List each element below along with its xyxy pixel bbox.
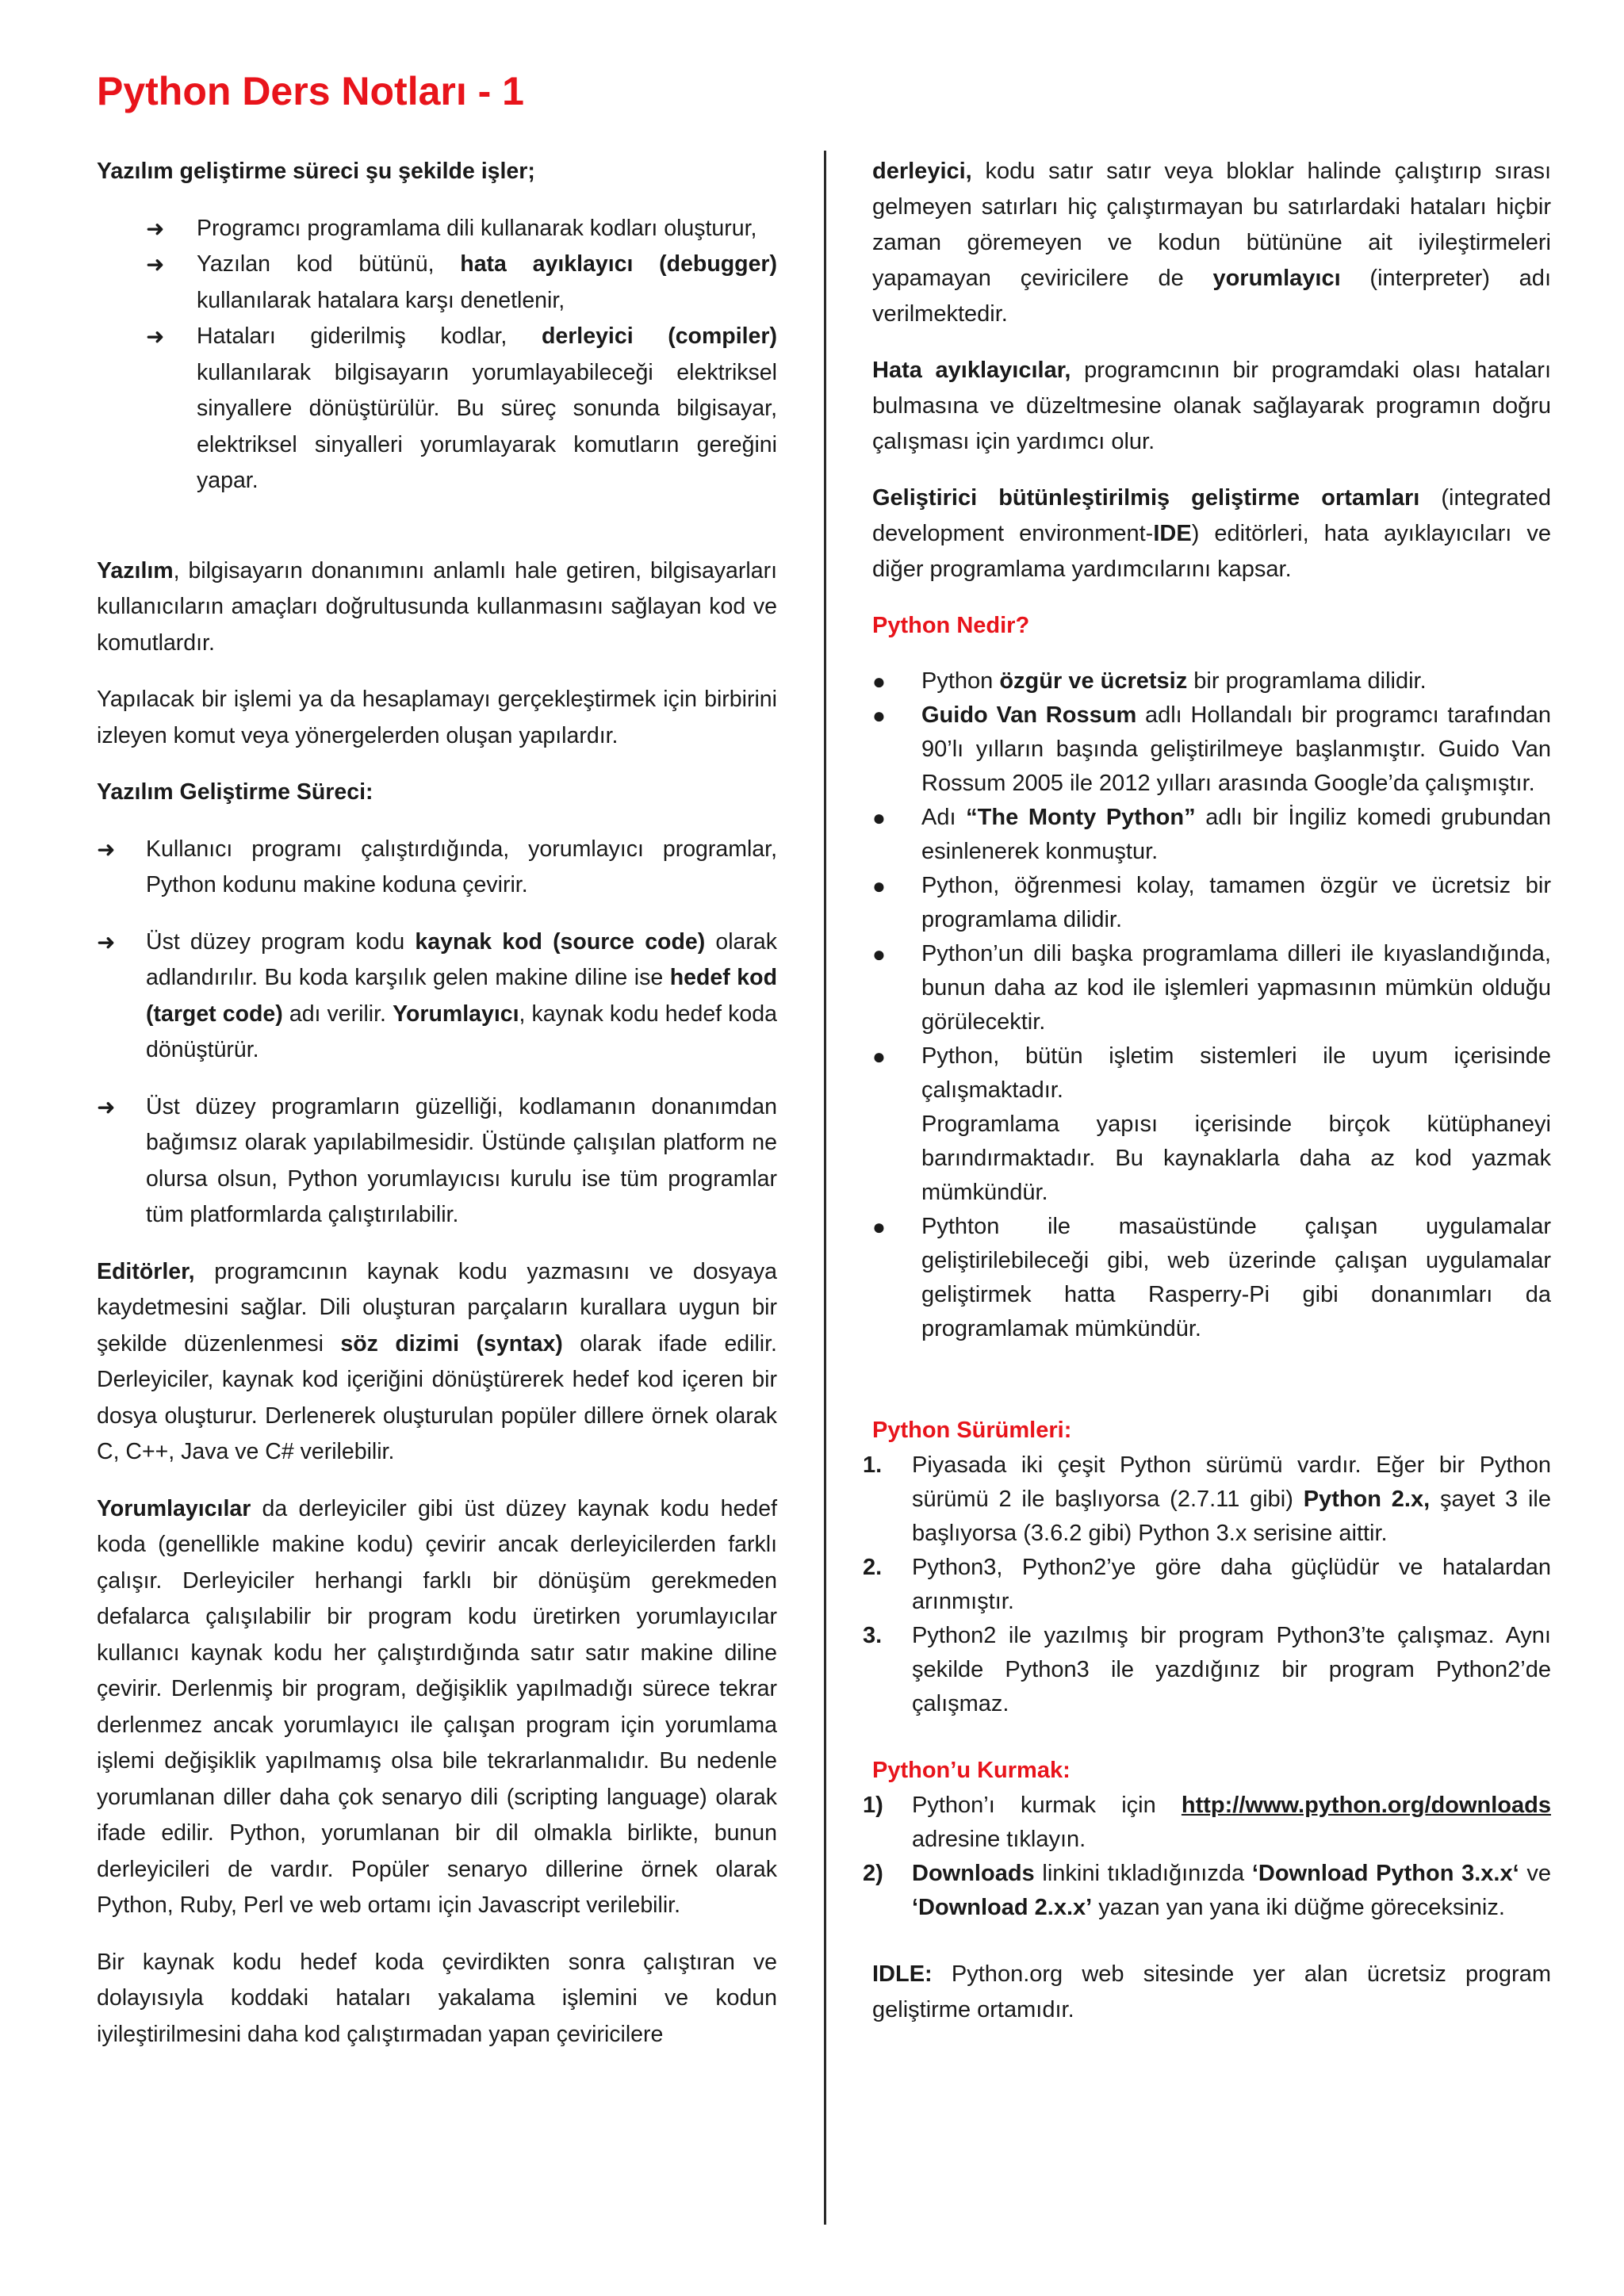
bold-text: IDE xyxy=(1153,521,1192,546)
text-run: , bilgisayarın donanımını anlamlı hale getiren, bilgisayarları kullanıcıların amaçları doğrultusunda kullanmasını sağlayan kod ve komutlardır. xyxy=(97,557,777,656)
bold-text: IDLE: xyxy=(872,1961,933,1987)
arrow-bullet-icon: ➜ xyxy=(97,929,116,955)
text-run: Yazılan kod bütünü, xyxy=(197,251,461,277)
text-run: Python’un dili başka programlama dilleri ile kıyaslandığında, bunun daha az kod ile işlemleri yapmasının mümkün olduğu görülecektir. xyxy=(921,941,1551,1035)
idle-paragraph xyxy=(872,1957,1551,2028)
dot-bullet-icon: ● xyxy=(872,703,886,728)
list-item xyxy=(863,1619,1551,1721)
bold-text: ‘Download 2.x.x’ xyxy=(912,1895,1093,1920)
text-run: Pythton ile masaüstünde çalışan uygulamalar geliştirilebileceği gibi, web üzerinde çalışan uygulamalar geliştirmek hatta Rasperry-Pi gibi donanımları da programlamak mümkündür. xyxy=(921,1214,1551,1341)
list-item-extra: Programlama yapısı içerisinde birçok kütüphaneyi barındırmaktadır. Bu kaynaklarla daha az kod yazmak mümkündür. xyxy=(921,1112,1551,1205)
python-nedir-list xyxy=(872,664,1551,1346)
text-run: ve xyxy=(1519,1861,1552,1886)
list-item xyxy=(97,1089,777,1234)
yazilim-definition xyxy=(97,553,777,662)
list-item xyxy=(872,698,1551,801)
kaynak-kodu-paragraph: Bir kaynak kodu hedef koda çevirdikten sonra çalıştıran ve dolayısıyla koddaki hataları yakalama işlemini ve kodun iyileştirilmesini daha kod çalıştırmadan yapan çeviricilere xyxy=(97,1949,777,2047)
text-run: da derleyiciler gibi üst düzey kaynak kodu hedef koda (genellikle makine kodu) çevirir ancak derleyicilerden farklı çalışır. Derleyiciler herhangi farklı bir dönüşüm gerekmeden defalarca çalışılabilir bir program kodu üretirken yorumlayıcılar kullanıcı kaynak kodu her çalıştırdığında satır satır makine diline çevirir. Derlenmiş bir program, değişiklik yapılmadığı sürece tekrar derlenmez ancak yorumlayıcı ile çalışan program için yorumlama işlemi değişiklik yapılmamış olsa bile tekrarlanmalıdır. Bu nedenle yorumlanan diller daha çok senaryo dili (scripting language) olarak ifade edilir. Python, yorumlanan bir dil olmakla birlikte, bunun derleyicileri de vardır. Popüler senaryo dillerine örnek olarak Python, Ruby, Perl ve web ortamı için Javascript verilebilir. xyxy=(97,1495,777,1918)
list-item xyxy=(97,247,777,319)
derleyici-paragraph xyxy=(872,154,1551,332)
download-link[interactable]: http://www.python.org/downloads xyxy=(1181,1793,1551,1818)
list-item-text xyxy=(921,1214,1551,1341)
list-item xyxy=(97,211,777,247)
list-number: 1) xyxy=(863,1793,883,1818)
list-item-text xyxy=(921,1043,1551,1103)
text-run: adresine tıklayın. xyxy=(912,1827,1086,1852)
text-run: programcının kaynak kodu yazmasını ve dosyaya kaydetmesini sağlar. Dili oluşturan parçaların kurallara uygun bir şekilde düzenlenmesi xyxy=(97,1258,777,1357)
list-item xyxy=(97,832,777,904)
list-item xyxy=(863,1857,1552,1925)
list-item xyxy=(97,924,777,1069)
list-item-text xyxy=(146,836,777,898)
list-item xyxy=(872,869,1551,937)
list-item-text xyxy=(912,1793,1551,1852)
editorler-paragraph xyxy=(97,1254,777,1471)
text-run: Piyasada iki çeşit Python sürümü vardır. Eğer bir Python sürümü 2 ile başlıyorsa (2.7.11 gibi) xyxy=(912,1452,1551,1512)
kurmak-heading: Python’u Kurmak: xyxy=(872,1758,1071,1783)
list-item-text xyxy=(921,668,1427,694)
list-item xyxy=(872,801,1551,869)
page-title: Python Ders Notları - 1 xyxy=(97,69,524,113)
dot-bullet-icon: ● xyxy=(872,806,886,830)
list-item xyxy=(863,1789,1551,1857)
bold-text: Downloads xyxy=(912,1861,1035,1886)
bold-text: Hata ayıklayıcılar, xyxy=(872,358,1071,383)
text-run: Python.org web sitesinde yer alan ücretsiz program geliştirme ortamıdır. xyxy=(872,1961,1551,2022)
text-run: Python2 ile yazılmış bir program Python3’te çalışmaz. Aynı şekilde Python3 ile yazdığınız bir program Python2’de çalışmaz. xyxy=(912,1623,1551,1716)
text-run: , kaynak kodu hedef koda dönüştürür. xyxy=(146,1001,777,1062)
text-run: Programcı programlama dili kullanarak kodları oluşturur, xyxy=(197,215,757,241)
dot-bullet-icon: ● xyxy=(872,874,886,898)
bold-text: hedef kod (target code) xyxy=(146,965,777,1027)
list-number: 2) xyxy=(863,1861,883,1886)
bold-text: Yorumlayıcı xyxy=(393,1001,519,1027)
bold-text: Yorumlayıcılar xyxy=(97,1495,251,1521)
text-run: kullanılarak hatalara karşı denetlenir, xyxy=(197,287,565,313)
text-run: Kullanıcı programı çalıştırdığında, yorumlayıcı programlar, Python kodunu makine koduna çevirir. xyxy=(146,836,777,897)
arrow-bullet-icon: ➜ xyxy=(97,836,116,862)
text-run: Python, bütün işletim sistemleri ile uyum içerisinde çalışmaktadır. xyxy=(921,1043,1551,1103)
process-steps-list xyxy=(97,211,777,499)
text-run: bir programlama dilidir. xyxy=(1187,668,1427,694)
bold-text: Geliştirici bütünleştirilmiş geliştirme ortamları xyxy=(872,485,1420,511)
text-run: şayet 3 ile başlıyorsa (3.6.2 gibi) Python 3.x serisine aittir. xyxy=(912,1487,1551,1546)
bold-text: kaynak kod (source code) xyxy=(415,928,706,955)
arrow-bullet-icon: ➜ xyxy=(146,324,165,349)
text-run: linkini tıkladığınızda xyxy=(1034,1861,1252,1886)
yazilim-definition-2: Yapılacak bir işlemi ya da hesaplamayı gerçekleştirmek için birbirini izleyen komut veya yönergelerden oluşan yapılardır. xyxy=(97,687,777,748)
bold-text: Python 2.x, xyxy=(1303,1487,1431,1512)
bold-text: Editörler, xyxy=(97,1258,195,1284)
kurmak-list xyxy=(863,1789,1552,1925)
list-item xyxy=(872,937,1551,1039)
list-item xyxy=(872,1039,1551,1210)
right-column xyxy=(863,154,1552,2028)
bold-text: yorumlayıcı xyxy=(1212,266,1341,291)
text-run: kodu satır satır veya bloklar halinde çalıştırıp sırası gelmeyen satırları hiç çalıştırmayan bu satırlardaki hataları hiçbir zaman göremeyen ve kodun bütününe ait iyileştirmeleri yapamayan çeviricilere de xyxy=(872,159,1551,291)
column-divider xyxy=(824,151,826,2225)
text-run: Adı xyxy=(921,805,967,830)
python-nedir-heading: Python Nedir? xyxy=(872,613,1030,638)
text-run: Python, öğrenmesi kolay, tamamen özgür ve ücretsiz bir programlama dilidir. xyxy=(921,873,1551,932)
list-item xyxy=(97,319,777,499)
list-item-text xyxy=(921,702,1551,796)
list-item-text xyxy=(912,1555,1551,1614)
list-item xyxy=(872,1210,1551,1346)
bold-text: hata ayıklayıcı (debugger) xyxy=(460,251,777,277)
bold-text: “The Monty Python” xyxy=(966,805,1196,830)
bold-text: derleyici (compiler) xyxy=(541,323,777,349)
bold-text: özgür ve ücretsiz xyxy=(999,668,1188,694)
surec-heading: Yazılım Geliştirme Süreci: xyxy=(97,779,373,805)
list-item-text xyxy=(197,251,777,313)
process-intro: Yazılım geliştirme süreci şu şekilde işler; xyxy=(97,159,535,184)
list-item-text xyxy=(146,1094,777,1228)
list-item-text xyxy=(921,805,1551,864)
surumleri-heading: Python Sürümleri: xyxy=(872,1418,1072,1443)
dot-bullet-icon: ● xyxy=(872,669,886,694)
arrow-bullet-icon: ➜ xyxy=(97,1094,116,1119)
list-item-text xyxy=(921,941,1551,1035)
bold-text: söz dizimi (syntax) xyxy=(340,1330,563,1357)
list-item xyxy=(863,1448,1551,1551)
yorumlayicilar-paragraph xyxy=(97,1491,777,1924)
text-run: kullanılarak bilgisayarın yorumlayabileceği elektriksel sinyallere dönüştürülür. Bu süreç sonunda bilgisayar, elektriksel sinyalleri yorumlayarak komutların gereğini yapar. xyxy=(197,359,777,493)
text-run: Python’ı kurmak için xyxy=(912,1793,1182,1818)
text-run: (interpreter) adı verilmektedir. xyxy=(872,266,1551,327)
text-run: Python3, Python2’ye göre daha güçlüdür ve hatalardan arınmıştır. xyxy=(912,1555,1551,1614)
text-run: Python xyxy=(921,668,1000,694)
bold-text: derleyici, xyxy=(872,159,972,184)
arrow-bullet-icon: ➜ xyxy=(146,216,165,241)
left-column xyxy=(97,154,777,2053)
text-run: adı verilir. xyxy=(282,1001,393,1027)
dot-bullet-icon: ● xyxy=(872,1044,886,1069)
surumleri-list xyxy=(863,1448,1551,1721)
list-number: 1. xyxy=(863,1452,883,1478)
list-number: 2. xyxy=(863,1555,883,1580)
text-run: Hataları giderilmiş kodlar, xyxy=(197,323,542,349)
ide-paragraph xyxy=(872,480,1551,587)
list-item-text xyxy=(197,216,756,241)
list-item xyxy=(872,664,1551,698)
text-run: adlı Hollandalı bir programcı tarafından 90’lı yılların başında geliştirilmeye başlanmıştır. Guido Van Rossum 2005 ile 2012 yılları arasında Google’da çalışmıştır. xyxy=(921,702,1551,796)
bold-text: Yazılım xyxy=(97,557,174,584)
text-run: yazan yan yana iki düğme göreceksiniz. xyxy=(1092,1895,1505,1920)
hata-ayiklayicilar-paragraph xyxy=(872,353,1551,460)
list-number: 3. xyxy=(863,1623,883,1648)
text-run: adlı bir İngiliz komedi grubundan esinlenerek konmuştur. xyxy=(921,805,1551,864)
text-run: olarak ifade edilir. Derleyiciler, kaynak kod içeriğini dönüştürerek hedef kod içeren bir dosya oluşturur. Derlenerek oluşturulan popüler dillere örnek olarak C, C++, Java ve C# verilebilir. xyxy=(97,1330,777,1464)
list-item-text xyxy=(912,1861,1551,1920)
surec-list xyxy=(97,832,777,1234)
list-item-text xyxy=(197,323,777,493)
list-item xyxy=(863,1551,1551,1619)
text-run: programcının bir programdaki olası hataları bulmasına ve düzeltmesine olanak sağlayarak programın doğru çalışması için yardımcı olur. xyxy=(872,358,1552,454)
text-run: Üst düzey program kodu xyxy=(146,928,416,955)
list-item-text xyxy=(912,1623,1551,1716)
text-run: Üst düzey programların güzelliği, kodlamanın donanımdan bağımsız olarak yapılabilmesidir. Üstünde çalışılan platform ne olursa olsun, Python yorumlayıcısı kurulu ise tüm programlar tüm platformlarda çalıştırılabilir. xyxy=(146,1093,777,1227)
list-item-text xyxy=(146,929,777,1063)
text-run: (integrated development environment- xyxy=(872,485,1551,546)
text-run: olarak adlandırılır. Bu koda karşılık gelen makine diline ise xyxy=(146,928,777,990)
list-item-text xyxy=(921,873,1551,932)
arrow-bullet-icon: ➜ xyxy=(146,252,165,277)
list-item-text xyxy=(912,1452,1551,1546)
text-run: ) editörleri, hata ayıklayıcıları ve diğer programlama yardımcılarını kapsar. xyxy=(872,521,1551,582)
dot-bullet-icon: ● xyxy=(872,942,886,966)
bold-text: Guido Van Rossum xyxy=(921,702,1137,728)
bold-text: ‘Download Python 3.x.x‘ xyxy=(1251,1861,1519,1886)
dot-bullet-icon: ● xyxy=(872,1215,886,1239)
